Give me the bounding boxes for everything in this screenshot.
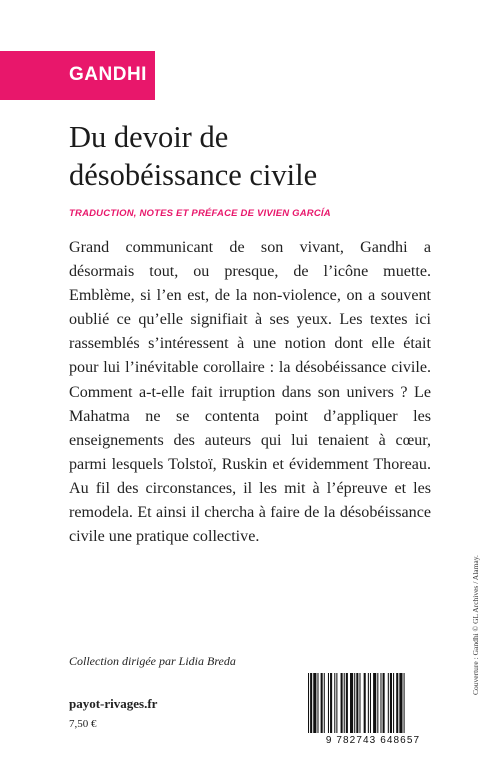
collection-editor: Collection dirigée par Lidia Breda	[69, 654, 236, 668]
barcode-bar	[368, 673, 369, 733]
blurb-line: enseignements des auteurs qui lui tenaient à cœur,	[69, 431, 431, 449]
blurb-line: oublié ce qu’elle signifiait à ses yeux. Les textes ici	[69, 311, 431, 329]
book-title-line-1: Du devoir de	[69, 120, 229, 154]
barcode-bar	[324, 673, 325, 733]
blurb-line: remodela. Et ainsi il chercha à faire de la désobéissance	[69, 504, 431, 522]
barcode-bar	[373, 673, 376, 733]
barcode-bar	[396, 673, 398, 733]
book-title	[69, 118, 429, 194]
translation-credit: TRADUCTION, NOTES ET PRÉFACE DE VIVIEN GARCÍA	[69, 208, 331, 219]
barcode-bar	[370, 673, 371, 733]
blurb-line: désormais tout, ou presque, de l’icône muette.	[69, 263, 431, 281]
barcode-bar	[330, 673, 332, 733]
cover-photo-credit: Couverture : Gandhi © GL Archives / Alamay.	[471, 555, 480, 695]
barcode-bar	[393, 673, 394, 733]
barcode-bar	[383, 673, 385, 733]
publisher-website: payot-rivages.fr	[69, 696, 158, 711]
barcode-bar	[313, 673, 316, 733]
barcode-bar	[354, 673, 355, 733]
isbn-barcode	[298, 673, 448, 753]
barcode-bar	[328, 673, 329, 733]
book-title-line-2: désobéissance civile	[69, 158, 318, 192]
blurb-line: Comment a-t-elle fait irruption dans son univers ? Le	[69, 383, 431, 401]
author-band	[0, 51, 155, 100]
barcode-bar	[308, 673, 309, 733]
barcode-bar	[321, 673, 323, 733]
barcode-bar	[341, 673, 343, 733]
barcode-bar	[388, 673, 389, 733]
barcode-bar	[310, 673, 312, 733]
blurb-line: parmi lesquels Tolstoï, Ruskin et évidemment Thoreau.	[69, 455, 431, 473]
barcode-bar	[390, 673, 392, 733]
isbn-digits: 9 782743 648657	[325, 735, 421, 746]
barcode-icon	[298, 673, 448, 737]
barcode-bar	[380, 673, 381, 733]
back-cover-blurb	[69, 236, 431, 549]
barcode-bar	[399, 673, 402, 733]
barcode-bar	[404, 673, 405, 733]
blurb-line: pour lui l’inévitable corollaire : la désobéissance civile.	[69, 359, 431, 377]
barcode-bar	[356, 673, 358, 733]
blurb-line: civile une pratique collective.	[69, 528, 260, 546]
price: 7,50 €	[69, 718, 97, 730]
author-name: GANDHI	[69, 64, 147, 85]
barcode-bar	[359, 673, 360, 733]
blurb-line: Emblème, si l’en est, de la non-violence, on a souvent	[69, 287, 431, 305]
barcode-bar	[336, 673, 337, 733]
barcode-bar	[346, 673, 348, 733]
barcode-bar	[377, 673, 378, 733]
blurb-line: rassemblés s’intéressent à une notion dont elle était	[69, 335, 431, 353]
barcode-bar	[350, 673, 353, 733]
barcode-bar	[317, 673, 318, 733]
barcode-bar	[344, 673, 345, 733]
blurb-line: Mahatma ne se contenta point d’appliquer les	[69, 407, 431, 425]
blurb-line: Grand communicant de son vivant, Gandhi a	[69, 239, 431, 256]
barcode-bar	[364, 673, 366, 733]
blurb-line: Au fil des circonstances, il les mit à l’épreuve et les	[69, 479, 431, 497]
barcode-bar	[334, 673, 335, 733]
